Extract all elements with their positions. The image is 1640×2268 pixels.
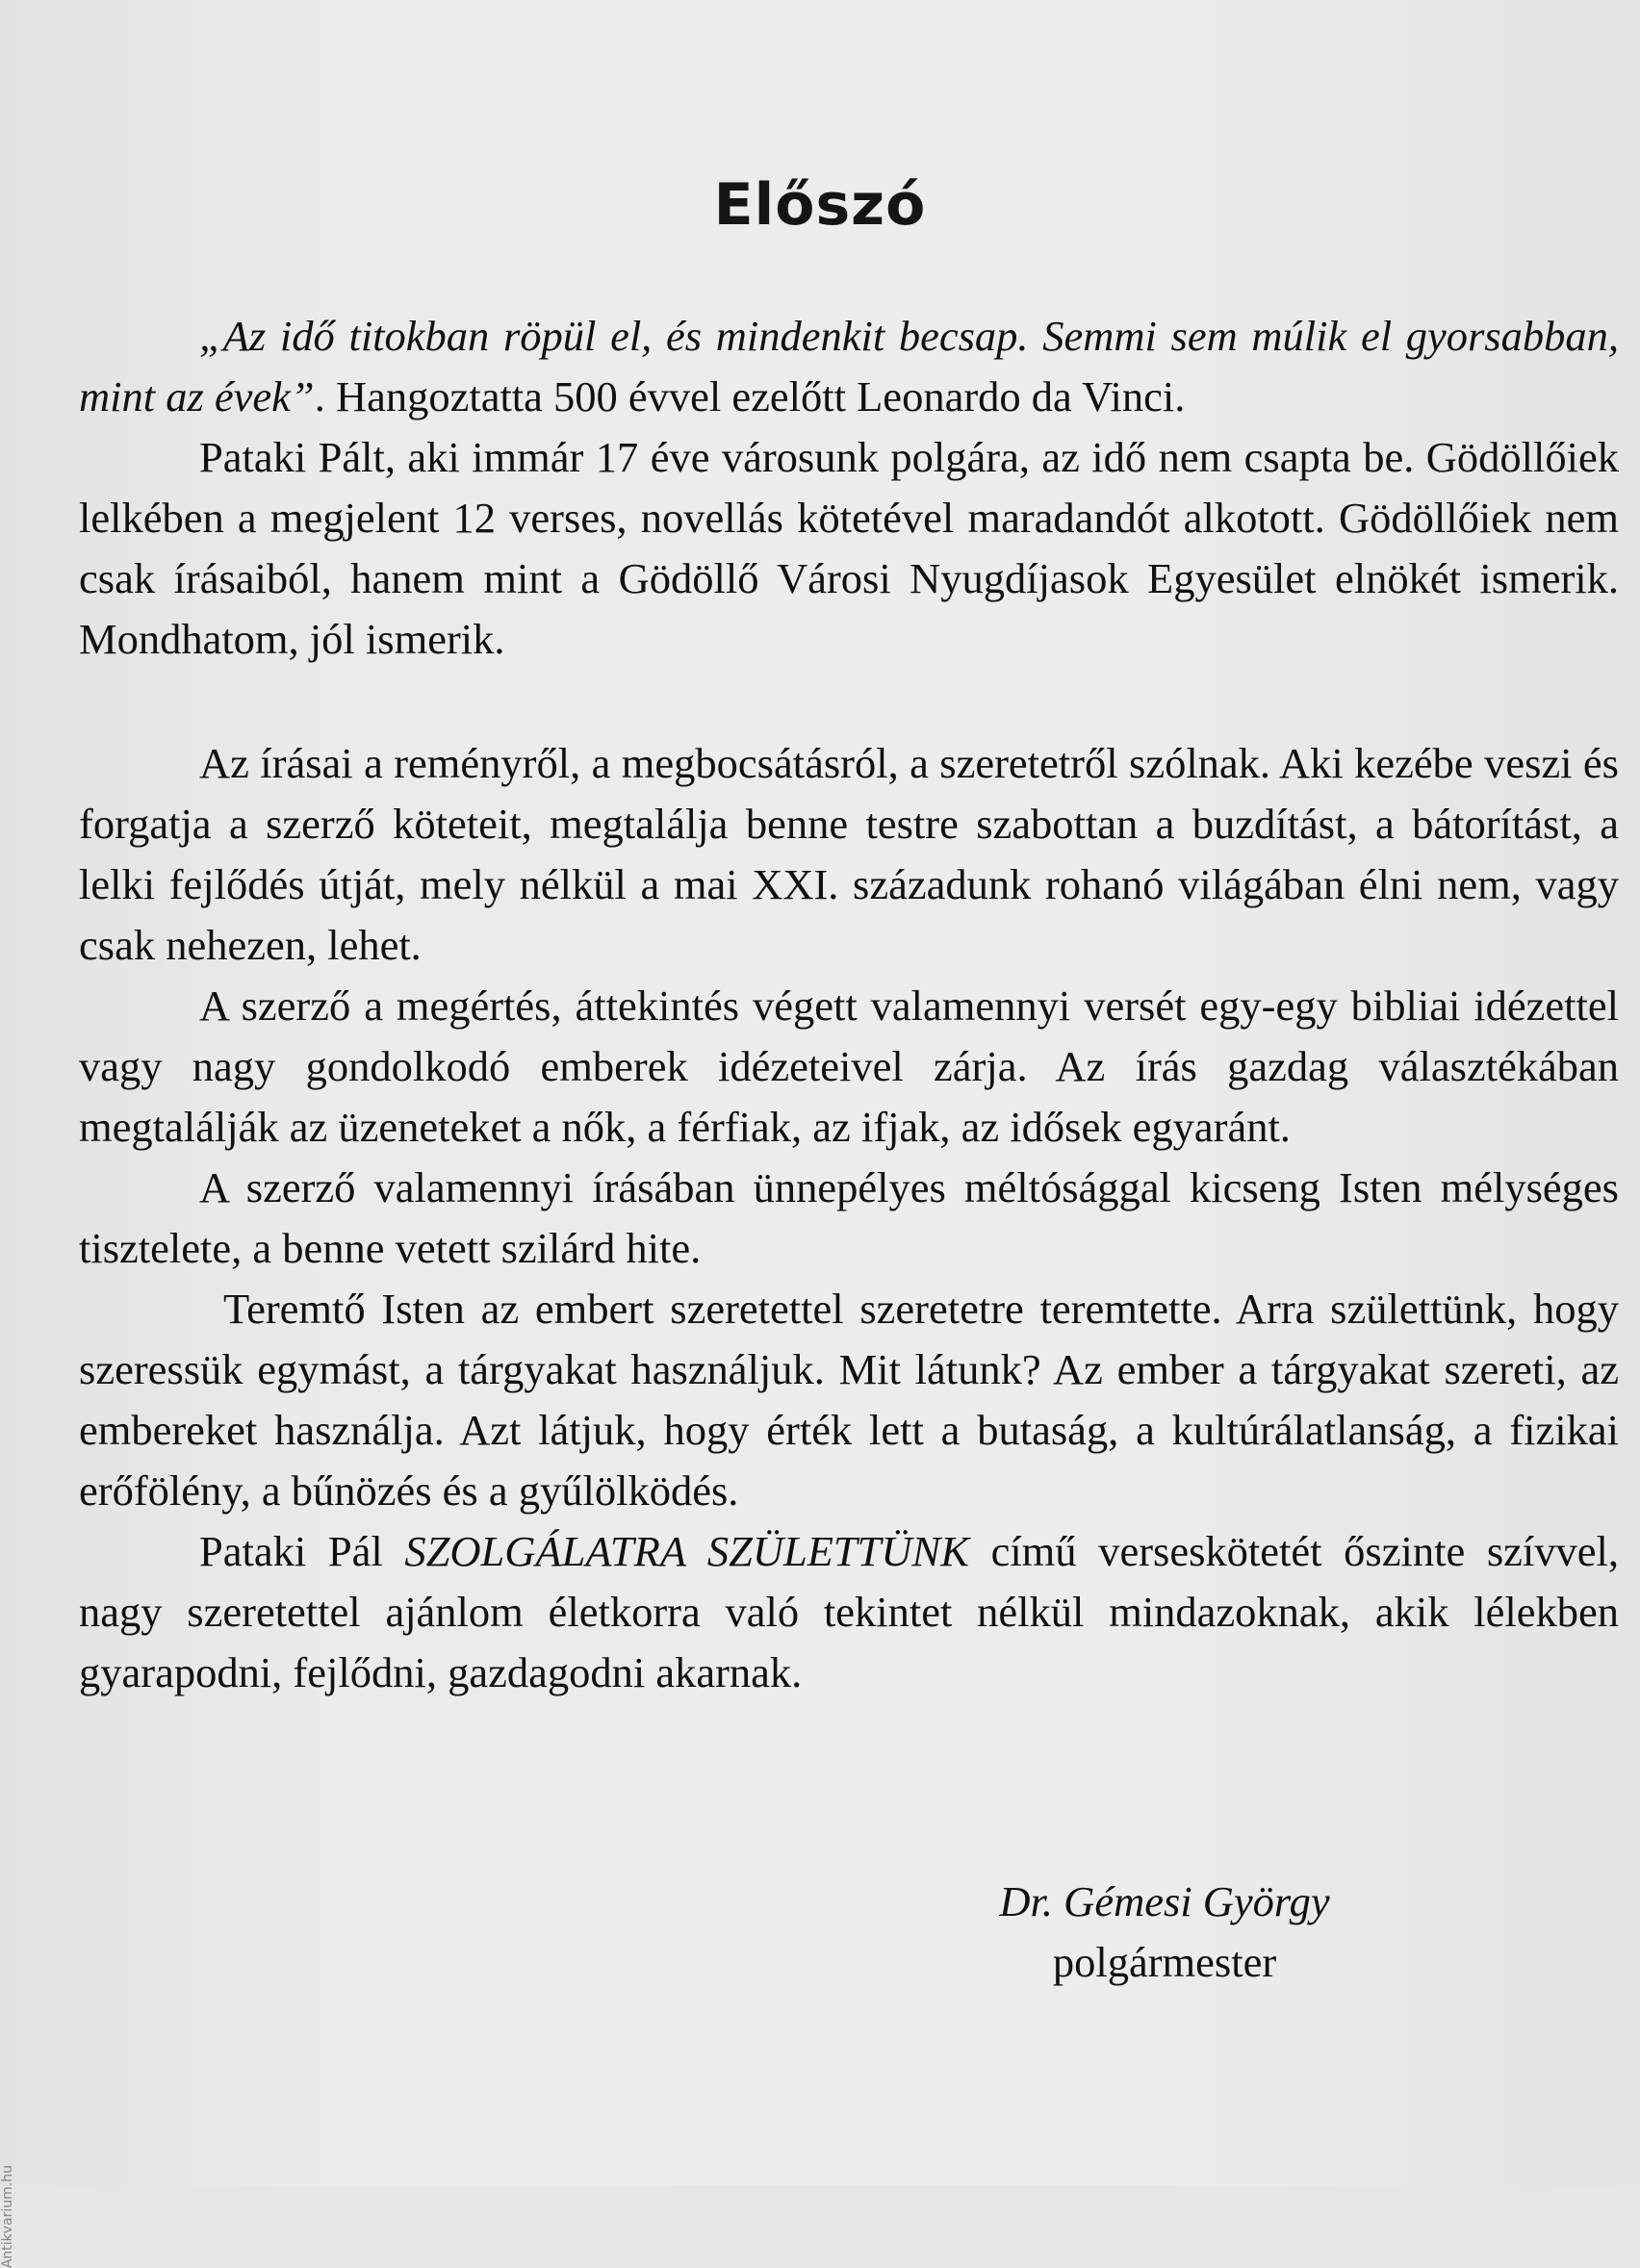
paragraph-3: Az írásai a reményről, a megbocsátásról, a szeretetről szólnak. Aki kezébe veszi és forgatja a szerző köteteit, megtalálja benne testre szabottan a buzdítást, a bátorítást, a lelki fejlődés útját, mely nélkül a mai XXI. századunk rohanó világában élni nem, vagy csak nehezen, lehet. xyxy=(79,739,1619,969)
signature-name: Dr. Gémesi György xyxy=(999,1877,1330,1925)
paragraph-2: Pataki Pált, aki immár 17 éve városunk polgára, az idő nem csapta be. Gödöllőiek lelkében a megjelent 12 verses, novellás kötetével maradandót alkotott. Gödöllőiek nem csak írásaiból, hanem mint a Gödöllő Városi Nyugdíjasok Egyesület elnökét ismerik. Mondhatom, jól ismerik. xyxy=(79,433,1619,663)
signature-role: polgármester xyxy=(1052,1938,1277,1986)
watermark: Antikvarium.hu xyxy=(0,2165,15,2268)
paragraph-7-start: Pataki Pál xyxy=(199,1527,405,1575)
paragraph-6: Teremtő Isten az embert szeretettel szeretetre teremtette. Arra születtünk, hogy szeressük egymást, a tárgyakat használjuk. Mit látunk? Az ember a tárgyakat szereti, az embereket használja. Azt látjuk, hogy érték lett a butaság, a kultúrálatlanság, a fizikai erőfölény, a bűnözés és a gyűlölködés. xyxy=(79,1285,1619,1515)
paragraph-4: A szerző a megértés, áttekintés végett valamennyi versét egy-egy bibliai idézettel vagy nagy gondolkodó emberek idézeteivel zárja. Az írás gazdag választékában megtalálják az üzeneteket a nők, a férfiak, az ifjak, az idősek egyaránt. xyxy=(79,981,1619,1151)
leonardo-quote: „Az idő titokban röpül el, és mindenkit becsap. Semmi sem múlik el gyorsabban, mint az évek” xyxy=(79,312,1619,420)
paragraph-7 xyxy=(79,1521,1619,1703)
paragraph-5: A szerző valamennyi írásában ünnepélyes méltósággal kicseng Isten mélységes tisztelete, a benne vetett szilárd hite. xyxy=(79,1163,1619,1272)
paragraph-1-rest: . Hangoztatta 500 évvel ezelőtt Leonardo da Vinci. xyxy=(314,372,1186,420)
page-title: Előszó xyxy=(713,171,927,239)
signature-block xyxy=(962,1872,1367,1993)
book-title: SZOLGÁLATRA SZÜLETTÜNK xyxy=(404,1527,969,1575)
paragraph-7-rest: című verseskötetét őszinte szívvel, nagy szeretettel ajánlom életkorra való tekintet nélkül mindazoknak, akik lélekben gyarapodni, fejlődni, gazdagodni akarnak. xyxy=(79,1527,1620,1696)
paragraph-1 xyxy=(79,306,1619,427)
foreword-body xyxy=(79,306,1619,1703)
